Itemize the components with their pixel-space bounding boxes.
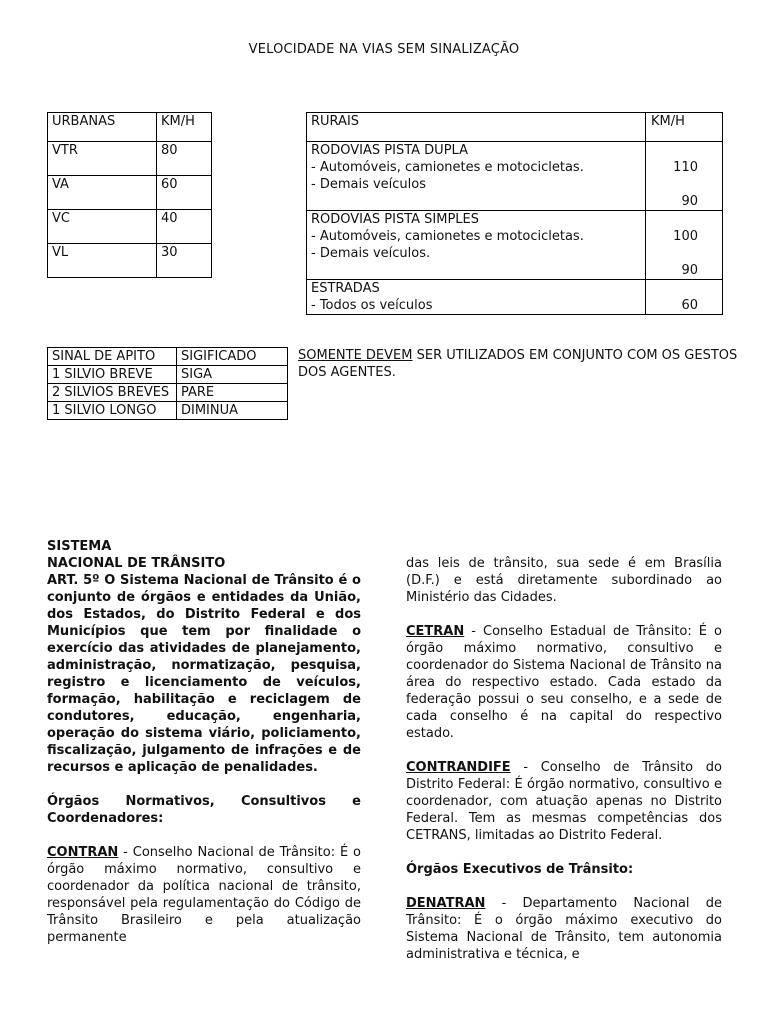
cell-line: RODOVIAS PISTA SIMPLES <box>311 212 480 227</box>
note-highlight: SOMENTE DEVEM <box>298 348 413 363</box>
whistle-signal-table <box>47 347 288 420</box>
table-cell <box>646 280 723 315</box>
right-column <box>406 555 722 963</box>
rural-speed-table <box>306 112 723 315</box>
table-cell <box>646 142 723 211</box>
table-cell: 40 <box>157 210 212 244</box>
table-cell: 1 SILVIO BREVE <box>48 366 177 384</box>
table-header-row <box>48 348 288 366</box>
paragraph-contrandife <box>406 759 722 844</box>
table-row <box>48 384 288 402</box>
table-header-row <box>48 113 212 142</box>
table-cell: VC <box>48 210 157 244</box>
cell-line: - Demais veículos. <box>311 246 431 261</box>
table-row <box>48 244 212 278</box>
urban-speed-table <box>47 112 212 278</box>
header-cell: SIGIFICADO <box>177 348 288 366</box>
cell-line: 110 <box>673 160 698 175</box>
whistle-note <box>298 347 738 381</box>
header-cell: SINAL DE APITO <box>48 348 177 366</box>
header-cell: RURAIS <box>307 113 646 142</box>
cell-line: 90 <box>681 263 698 278</box>
cell-line: ESTRADAS <box>311 281 380 296</box>
subsection-heading: Órgãos Executivos de Trânsito: <box>406 862 634 877</box>
subsection-heading: Órgãos Normativos, Consultivos e Coordenadores: <box>47 794 361 826</box>
table-row <box>307 142 723 211</box>
term-contrandife: CONTRANDIFE <box>406 760 511 775</box>
table-row <box>307 280 723 315</box>
table-cell: DIMINUA <box>177 402 288 420</box>
page-title: VELOCIDADE NA VIAS SEM SINALIZAÇÃO <box>248 42 520 57</box>
cell-line: - Demais veículos <box>311 177 427 192</box>
table-cell: 2 SILVIOS BREVES <box>48 384 177 402</box>
section-heading: NACIONAL DE TRÂNSITO <box>47 556 226 571</box>
cell-line: RODOVIAS PISTA DUPLA <box>311 143 468 158</box>
paragraph-denatran <box>406 895 722 963</box>
header-cell: URBANAS <box>48 113 157 142</box>
paragraph-cetran <box>406 623 722 742</box>
cell-line: - Automóveis, camionetes e motocicletas. <box>311 229 584 244</box>
cell-line: 60 <box>681 298 698 313</box>
table-row <box>48 402 288 420</box>
table-cell: PARE <box>177 384 288 402</box>
table-cell: VL <box>48 244 157 278</box>
table-cell <box>307 211 646 280</box>
cell-line: 100 <box>673 229 698 244</box>
table-cell <box>307 142 646 211</box>
paragraph-text: - Departamento Nacional de Trânsito: É o órgão máximo executivo do Sistema Nacional de Trânsito, tem autonomia administrativa e técnica, e <box>406 896 722 962</box>
table-row <box>307 211 723 280</box>
table-row <box>48 210 212 244</box>
table-cell: VTR <box>48 142 157 176</box>
cell-line: - Automóveis, camionetes e motocicletas. <box>311 160 584 175</box>
paragraph-contran <box>47 844 361 946</box>
header-cell: KM/H <box>646 113 723 142</box>
table-row <box>48 176 212 210</box>
left-column <box>47 538 361 946</box>
table-cell <box>646 211 723 280</box>
term-cetran: CETRAN <box>406 624 465 639</box>
term-denatran: DENATRAN <box>406 896 486 911</box>
table-cell <box>307 280 646 315</box>
header-cell: KM/H <box>157 113 212 142</box>
table-header-row <box>307 113 723 142</box>
table-cell: 1 SILVIO LONGO <box>48 402 177 420</box>
article-text: ART. 5º O Sistema Nacional de Trânsito é o conjunto de órgãos e entidades da União, dos Estados, do Distrito Federal e dos Municípios que tem por finalidade o exercício das atividades de planejamento, administração, normatização, pesquisa, registro e licenciamento de veículos, formação, habilitação e reciclagem de condutores, educação, engenharia, operação do sistema viário, policiamento, fiscalização, julgamento de infrações e de recursos e aplicação de penalidades. <box>47 573 361 775</box>
paragraph-text: - Conselho Estadual de Trânsito: É o órgão máximo normativo, consultivo e coordenador do Sistema Nacional de Trânsito na área do respectivo estado. Cada estado da federação possui o seu conselho, e a sede de cada conselho é na capital do respectivo estado. <box>406 624 722 741</box>
table-cell: VA <box>48 176 157 210</box>
table-cell: 80 <box>157 142 212 176</box>
table-cell: SIGA <box>177 366 288 384</box>
table-cell: 30 <box>157 244 212 278</box>
cell-line: - Todos os veículos <box>311 298 433 313</box>
paragraph-text: - Conselho de Trânsito do Distrito Federal: É órgão normativo, consultivo e coordenador, com atuação apenas no Distrito Federal. Tem as mesmas competências dos CETRANS, limitadas ao Distrito Federal. <box>406 760 722 843</box>
section-heading: SISTEMA <box>47 539 112 554</box>
note-text: SER UTILIZADOS EM CONJUNTO COM OS GESTOS DOS AGENTES. <box>298 348 738 380</box>
table-row <box>48 142 212 176</box>
paragraph-text: das leis de trânsito, sua sede é em Brasília (D.F.) e está diretamente subordinado ao Ministério das Cidades. <box>406 556 722 605</box>
paragraph-text: - Conselho Nacional de Trânsito: É o órgão máximo normativo, consultivo e coordenador da política nacional de trânsito, responsável pela regulamentação do Código de Trânsito Brasileiro e pela atualização permanente <box>47 845 361 945</box>
table-row <box>48 366 288 384</box>
term-contran: CONTRAN <box>47 845 119 860</box>
table-cell: 60 <box>157 176 212 210</box>
cell-line: 90 <box>681 194 698 209</box>
